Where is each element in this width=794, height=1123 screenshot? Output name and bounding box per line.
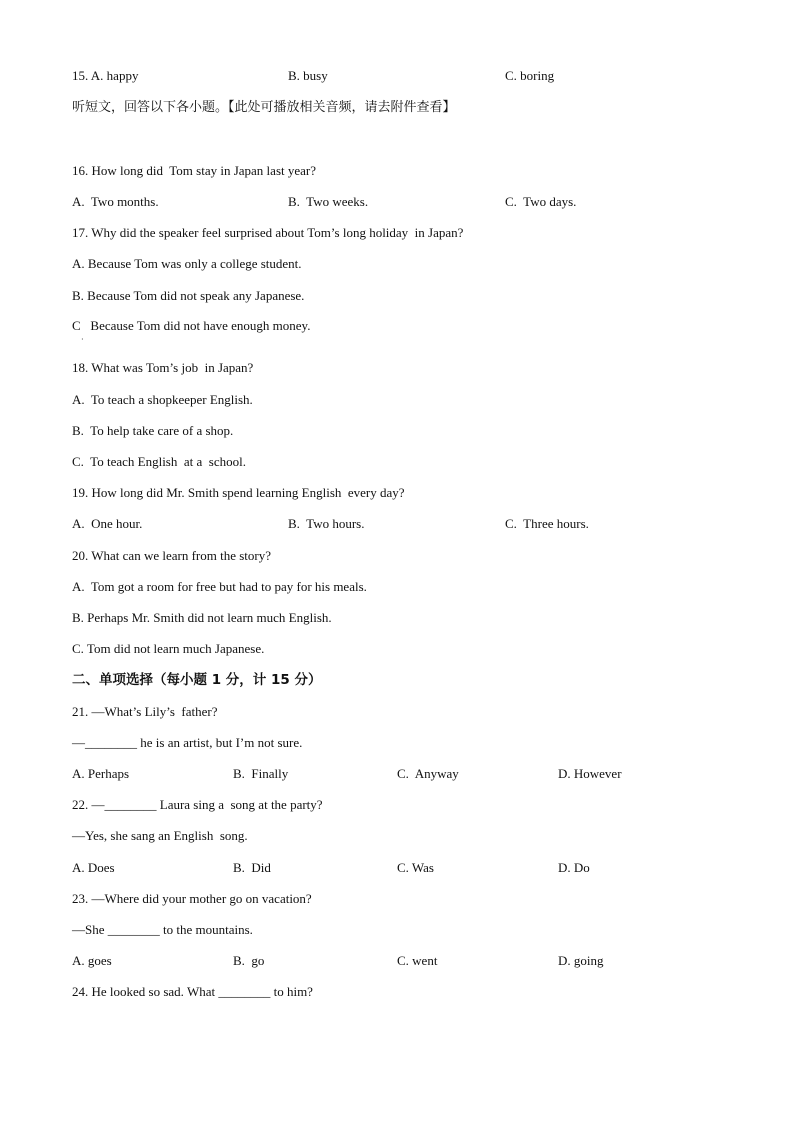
q19-stem: 19. How long did Mr. Smith spend learning English every day? <box>72 485 405 500</box>
q16-option-b: B. Two weeks. <box>288 194 369 209</box>
q18-option-a: A. To teach a shopkeeper English. <box>72 392 253 407</box>
q23-option-b: B. go <box>233 953 265 968</box>
q17-option-b: B. Because Tom did not speak any Japanese. <box>72 288 305 303</box>
q15-option-c: C. boring <box>505 68 555 83</box>
q22-option-c: C. Was <box>397 860 434 875</box>
q24-stem: 24. He looked so sad. What ________ to him? <box>72 984 313 999</box>
q23-option-d: D. going <box>558 953 604 968</box>
q21-option-a: A. Perhaps <box>72 766 130 781</box>
q16-stem: 16. How long did Tom stay in Japan last year? <box>72 163 317 178</box>
q15-option-b: B. busy <box>288 68 328 83</box>
q23-option-a: A. goes <box>72 953 112 968</box>
stray-dot: · <box>81 335 84 344</box>
q22-option-a: A. Does <box>72 860 115 875</box>
q21-stem: 21. —What’s Lily’s father? <box>72 704 218 719</box>
q22-dialog-line: —Yes, she sang an English song. <box>72 828 248 843</box>
q17-stem: 17. Why did the speaker feel surprised about Tom’s long holiday in Japan? <box>72 225 464 240</box>
q19-option-a: A. One hour. <box>72 516 143 531</box>
q18-stem: 18. What was Tom’s job in Japan? <box>72 360 254 375</box>
q22-stem: 22. —________ Laura sing a song at the party? <box>72 797 323 812</box>
q16-option-c: C. Two days. <box>505 194 577 209</box>
q18-option-b: B. To help take care of a shop. <box>72 423 234 438</box>
q18-option-c: C. To teach English at a school. <box>72 454 246 469</box>
q21-option-b: B. Finally <box>233 766 289 781</box>
q20-stem: 20. What can we learn from the story? <box>72 548 272 563</box>
q16-option-a: A. Two months. <box>72 194 159 209</box>
section-heading: 二、单项选择（每小题 1 分，计 15 分） <box>72 672 322 688</box>
q17-option-c: C Because Tom did not have enough money. <box>72 318 311 333</box>
q21-option-d: D. However <box>558 766 622 781</box>
q21-dialog-line: —________ he is an artist, but I’m not sure. <box>72 735 303 750</box>
q20-option-b: B. Perhaps Mr. Smith did not learn much English. <box>72 610 332 625</box>
q21-option-c: C. Anyway <box>397 766 459 781</box>
q17-option-a: A. Because Tom was only a college student. <box>72 256 302 271</box>
q22-option-d: D. Do <box>558 860 590 875</box>
q23-option-c: C. went <box>397 953 438 968</box>
q23-stem: 23. —Where did your mother go on vacation? <box>72 891 312 906</box>
q15-option-a: 15. A. happy <box>72 68 139 83</box>
q22-option-b: B. Did <box>233 860 271 875</box>
q20-option-c: C. Tom did not learn much Japanese. <box>72 641 265 656</box>
q19-option-c: C. Three hours. <box>505 516 589 531</box>
q20-option-a: A. Tom got a room for free but had to pay for his meals. <box>72 579 367 594</box>
q19-option-b: B. Two hours. <box>288 516 365 531</box>
q23-dialog-line: —She ________ to the mountains. <box>72 922 253 937</box>
listening-instruction: 听短文，回答以下各小题。【此处可播放相关音频，请去附件查看】 <box>72 100 456 115</box>
